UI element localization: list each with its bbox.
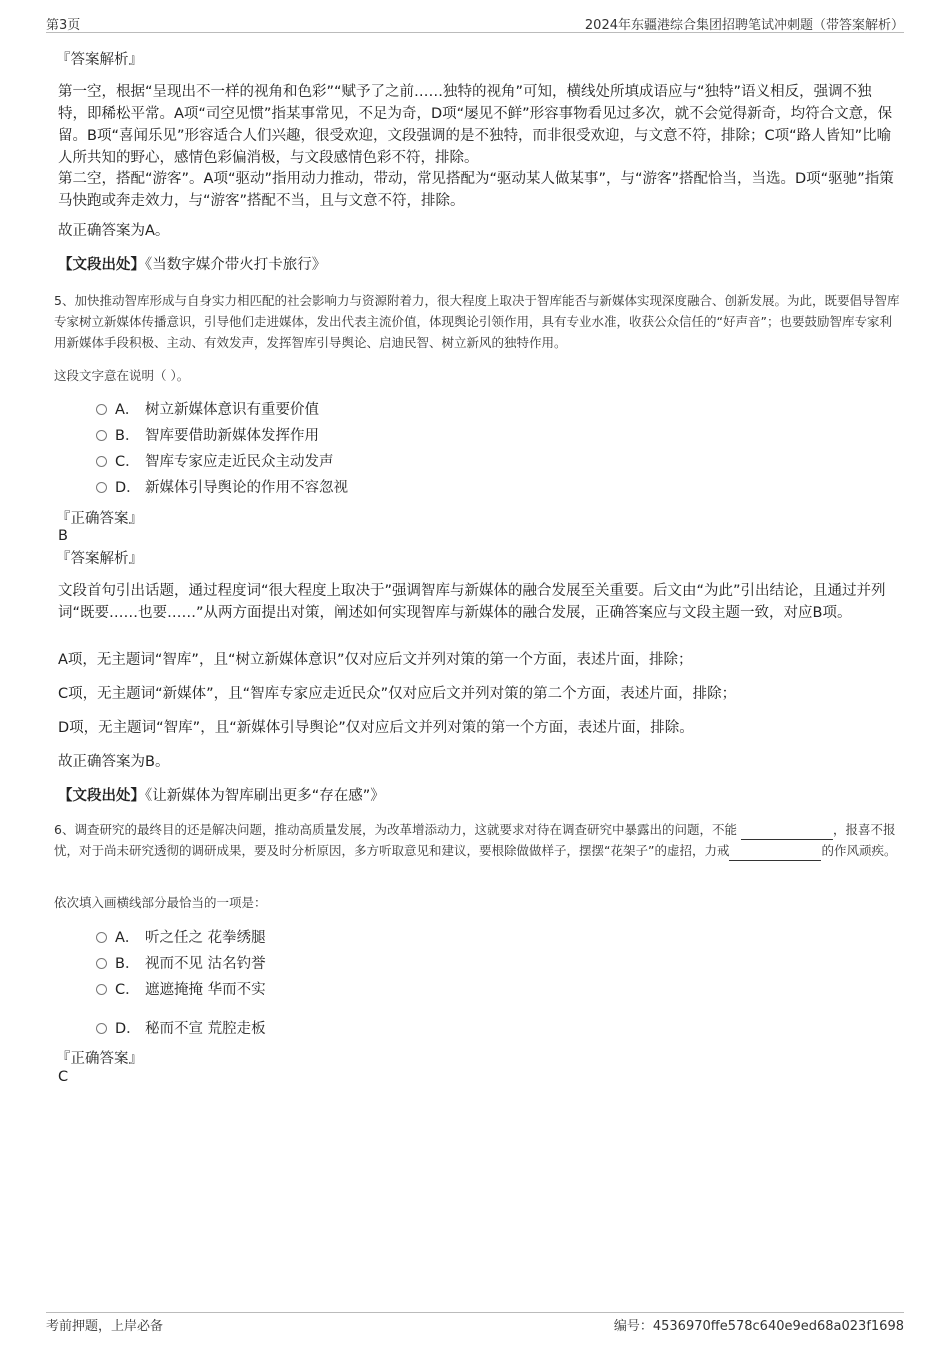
q4-analysis-label: 『答案解析』: [56, 52, 143, 68]
fill-blank-1: [741, 825, 833, 840]
q5-analysis-1: 文段首句引出话题，通过程度词“很大程度上取决于”强调智库与新媒体的融合发展至关重要。后文由“为此”引出结论，且通过并列词“既要……也要……”从两方面提出对策，阐述如何实现智库与新媒体的融合发展，正确答案应与文段主题一致，对应B项。: [58, 583, 886, 621]
q6-answer-label: 『正确答案』: [56, 1051, 143, 1067]
q6-answer: C: [58, 1069, 69, 1085]
radio-button-icon[interactable]: [96, 482, 107, 493]
q4-source-label: 【文段出处】: [58, 257, 145, 273]
footer-slogan: 考前押题，上岸必备: [46, 1319, 164, 1334]
q6-question: 依次填入画横线部分最恰当的一项是：: [54, 895, 267, 910]
q6-stem: 6、调查研究的最终目的还是解决问题，推动高质量发展，为改革增添动力，这就要求对待在调查研究中暴露出的问题，不能 ，报喜不报忧，对于尚未研究透彻的调研成果，要及时分析原因，多方听取意见和建议，要根除做做样子，摆摆“花架子”的虚招，力戒 的作风顽疾。: [54, 819, 900, 861]
q5-conclusion: 故正确答案为B。: [58, 754, 170, 770]
q5-option-c[interactable]: C． 智库专家应走近民众主动发声: [96, 451, 334, 473]
page-number: 第3页: [46, 18, 81, 33]
radio-button-icon[interactable]: [96, 430, 107, 441]
q5-source-label: 【文段出处】: [58, 788, 145, 804]
q4-analysis-para2: 第二空，搭配“游客”。A项“驱动”指用动力推动，带动，常见搭配为“驱动某人做某事”，与“游客”搭配恰当，当选。D项“驱驰”指策马快跑或奔走效力，与“游客”搭配不当，且与文意不符，排除。: [58, 171, 894, 209]
q5-question: 这段文字意在说明（ ）。: [54, 368, 190, 383]
q4-source: [58, 254, 326, 276]
page-footer: [46, 1312, 904, 1335]
q5-answer-label: 『正确答案』: [56, 511, 143, 527]
q5-option-d[interactable]: D． 新媒体引导舆论的作用不容忽视: [96, 477, 348, 499]
q5-source-title: 《让新媒体为智库刷出更多“存在感”》: [145, 788, 385, 804]
radio-button-icon[interactable]: [96, 456, 107, 467]
radio-button-icon[interactable]: [96, 404, 107, 415]
q4-analysis-para1: 第一空，根据“呈现出不一样的视角和色彩”“赋予了之前……独特的视角”可知，横线处所填成语应与“独特”语义相反，强调不独特，即稀松平常。A项“司空见惯”指某事常见，不足为奇，D项“屡见不鲜”形容事物看见过多次，就不会觉得新奇，均符合文意，保留。B项“喜闻乐见”形容适合人们兴趣，很受欢迎，文段强调的是不独特，而非很受欢迎，与文意不符，排除；C项“路人皆知”比喻人所共知的野心，感情色彩偏消极，与文段感情色彩不符，排除。: [58, 84, 893, 166]
q4-conclusion: 故正确答案为A。: [58, 223, 170, 239]
q5-analysis-label: 『答案解析』: [56, 551, 143, 567]
fill-blank-2: [729, 846, 821, 861]
q5-analysis-3: C项，无主题词“新媒体”，且“智库专家应走近民众”仅对应后文并列对策的第二个方面，表述片面，排除；: [58, 686, 737, 702]
q5-analysis-2: A项，无主题词“智库”，且“树立新媒体意识”仅对应后文并列对策的第一个方面，表述片面，排除；: [58, 652, 693, 668]
q6-option-b[interactable]: B． 视而不见 沽名钓誉: [96, 953, 266, 975]
document-title: 2024年东疆港综合集团招聘笔试冲刺题（带答案解析）: [584, 18, 904, 33]
q5-source: [58, 785, 385, 807]
q5-analysis-4: D项，无主题词“智库”，且“新媒体引导舆论”仅对应后文并列对策的第一个方面，表述片面，排除。: [58, 720, 694, 736]
q6-option-d[interactable]: D． 秘而不宣 荒腔走板: [96, 1018, 266, 1040]
q5-option-b[interactable]: B． 智库要借助新媒体发挥作用: [96, 425, 319, 447]
q5-answer: B: [58, 528, 68, 544]
q6-option-a[interactable]: A． 听之任之 花拳绣腿: [96, 927, 266, 949]
radio-button-icon[interactable]: [96, 932, 107, 943]
radio-button-icon[interactable]: [96, 1023, 107, 1034]
page-header: [46, 10, 904, 33]
radio-button-icon[interactable]: [96, 958, 107, 969]
q5-option-a[interactable]: A． 树立新媒体意识有重要价值: [96, 399, 319, 421]
radio-button-icon[interactable]: [96, 984, 107, 995]
footer-code: 编号：4536970ffe578c640e9ed68a023f1698: [613, 1319, 904, 1334]
q5-stem: 5、加快推动智库形成与自身实力相匹配的社会影响力与资源附着力，很大程度上取决于智库能否与新媒体实现深度融合、创新发展。为此，既要倡导智库专家树立新媒体传播意识，引导他们走进媒体，发出代表主流价值，体现舆论引领作用，具有专业水准，收获公众信任的“好声音”；也要鼓励智库专家利用新媒体手段积极、主动、有效发声，发挥智库引导舆论、启迪民智、树立新风的独特作用。: [54, 293, 900, 350]
q4-source-title: 《当数字媒介带火打卡旅行》: [145, 257, 327, 273]
q6-option-c[interactable]: C． 遮遮掩掩 华而不实: [96, 979, 266, 1001]
